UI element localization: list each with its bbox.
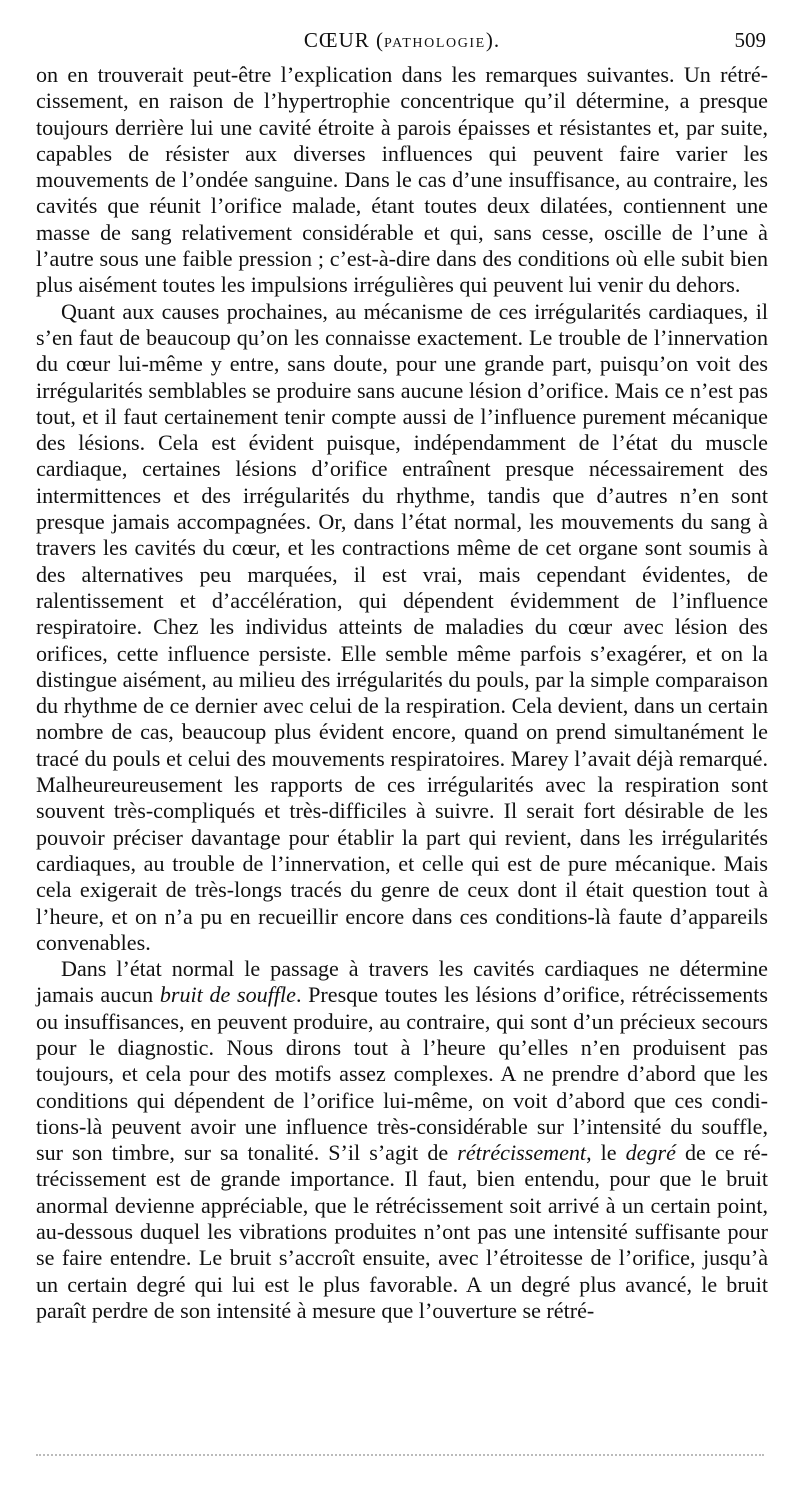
paragraph-3-text-c: , le bbox=[586, 1140, 626, 1166]
header-subtitle-open: ( bbox=[369, 28, 385, 52]
header-title: CŒUR bbox=[303, 28, 370, 52]
page-number: 509 bbox=[734, 28, 766, 52]
running-header bbox=[36, 28, 768, 62]
paragraph-3-text-a: Dans l’état normal le passage à travers les cavités cardiaques ne détermine jamais aucun bbox=[36, 956, 768, 1008]
bottom-scan-artifact bbox=[36, 1454, 764, 1459]
paragraph-1: on en trouverait peut-être l’explication dans les remarques suivantes. Un rétrécissement, en raison de l’hypertrophie concentrique qu’il détermine, a presque toujours derrière lui une cavité étroite à parois épaisses et résistantes et, par suite, capables de résister aux diverses influences qui peuvent faire varier les mouvements de l’ondée sanguine. Dans le cas d’une insuffisance, au contraire, les cavités que réunit l’orifice malade, étant toutes deux dilatées, contiennent une masse de sang relativement considérable et qui, sans cesse, oscille de l’une à l’autre sous une faible pression ; c’est-à-dire dans des conditions où elle subit bien plus aisément toutes les impulsions irrégulières qui peuvent lui venir du dehors. bbox=[36, 62, 768, 298]
emphasis-degre: degré bbox=[625, 1140, 676, 1166]
header-subtitle: PATHOLOGIE bbox=[384, 36, 486, 51]
header-subtitle-close: ). bbox=[485, 28, 501, 52]
emphasis-bruit-de-souffle: bruit de souffle bbox=[159, 982, 296, 1008]
page bbox=[36, 28, 768, 1324]
running-head-title bbox=[36, 28, 768, 53]
paragraph-2: Quant aux causes prochaines, au mécanisme de ces irrégularités cardiaques, il s’en faut de beaucoup qu’on les connaisse exactement. Le trouble de l’innervation du cœur lui-même y entre, sans doute, pour une grande part, puisqu’on voit des irrégularités semblables se produire sans aucune lésion d’orifice. Mais ce n’est pas tout, et il faut certainement tenir compte aussi de l’influence purement mécanique des lésions. Cela est évident puisque, indépendamment de l’état du muscle cardiaque, certaines lésions d’orifice entraînent presque nécessairement des intermittences et des irrégularités du rhythme, tandis que d’autres n’en sont presque jamais accompagnées. Or, dans l’état normal, les mouvements du sang à travers les cavités du cœur, et les contractions même de cet organe sont soumis à des alternatives peu marquées, il est vrai, mais cependant évidentes, de ralentissement et d’accélération, qui dépendent évidemment de l’influence respiratoire. Chez les individus atteints de maladies du cœur avec lésion des orifices, cette influence persiste. Elle semble même parfois s’exagérer, et on la distingue aisément, au milieu des irrégularités du pouls, par la simple comparaison du rhythme de ce dernier avec celui de la respiration. Cela devient, dans un certain nombre de cas, beaucoup plus évident encore, quand on prend simultanément le tracé du pouls et celui des mouvements respiratoires. Marey l’avait déjà remarqué. Malheureureusement les rapports de ces irrégularités avec la respiration sont souvent très-compliqués et très-difficiles à suivre. Il serait fort désirable de les pouvoir préciser davantage pour établir la part qui revient, dans les irrégularités cardiaques, au trouble de l’innervation, et celle qui est de pure mécanique. Mais cela exigerait de très-longs tracés du genre de ceux dont il était question tout à l’heure, et on n’a pu en recueillir encore dans ces conditions-là faute d’appareils convenables. bbox=[36, 298, 768, 955]
paragraph-3 bbox=[36, 956, 768, 1324]
paragraph-3-text-d: de ce rétrécissement est de grande importance. Il faut, bien entendu, pour que le bruit anormal devienne appréciable, que le rétrécissement soit arrivé à un certain point, au-dessous duquel les vibrations produites n’ont pas une intensité suffisante pour se faire entendre. Le bruit s’accroît ensuite, avec l’étroitesse de l’orifice, jusqu’à un certain degré qui lui est le plus favorable. A un degré plus avancé, le bruit paraît perdre de son intensité à mesure que l’ouverture se rétré- bbox=[36, 1140, 769, 1323]
body-text bbox=[36, 62, 768, 1324]
paragraph-3-text-b: . Presque toutes les lésions d’orifice, rétrécissements ou insuffisances, en peuvent produire, au contraire, qui sont d’un précieux secours pour le diagnostic. Nous dirons tout à l’heure qu’elles n’en produisent pas toujours, et cela pour des motifs assez complexes. A ne prendre d’abord que les conditions qui dépendent de l’orifice lui-même, on voit d’abord que ces conditions-là peuvent avoir une influence très-considérable sur l’intensité du souffle, sur son timbre, sur sa tonalité. S’il s’agit de bbox=[36, 982, 768, 1166]
emphasis-retrecissement: rétrécissement bbox=[457, 1140, 587, 1166]
